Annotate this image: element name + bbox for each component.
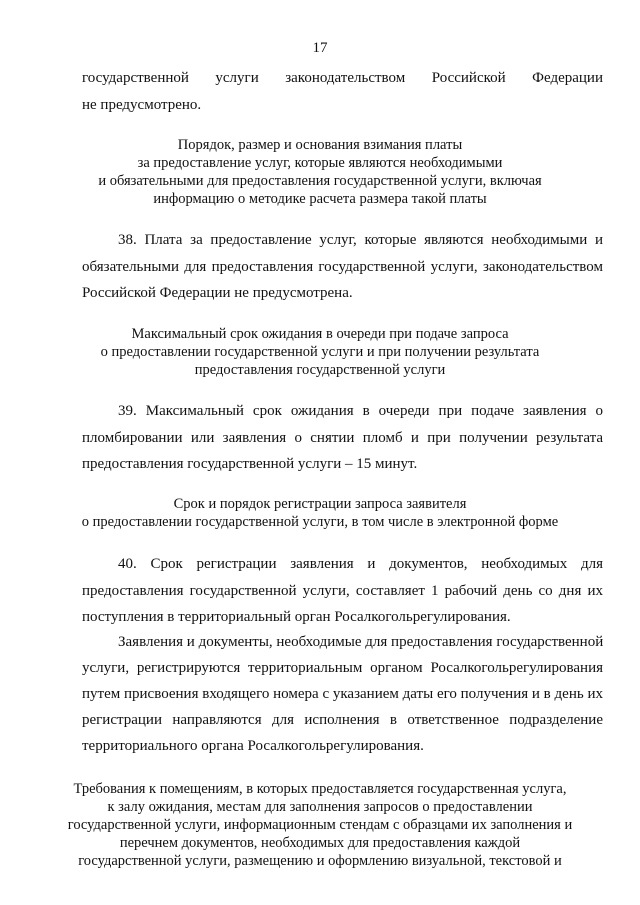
section-heading-line: Порядок, размер и основания взимания платы (177, 137, 463, 153)
section-heading-line: государственной услуги, информационным стендам с образцами их заполнения и (67, 817, 573, 833)
paragraph-line: 39. Максимальный срок ожидания в очереди при подаче заявления о (118, 403, 603, 419)
paragraph-line: предоставления государственной услуги – 15 минут. (82, 456, 418, 472)
paragraph-line: 38. Плата за предоставление услуг, которые являются необходимыми и (118, 232, 603, 248)
section-heading-line: государственной услуги, размещению и оформлению визуальной, текстовой и (78, 853, 562, 869)
paragraph-line: территориального органа Росалкогольрегулирования. (82, 738, 424, 754)
paragraph-line: путем присвоения входящего номера с указанием даты его получения и в день их (82, 686, 603, 702)
paragraph-line: 40. Срок регистрации заявления и документов, необходимых для (118, 556, 603, 572)
paragraph-line: пломбировании или заявления о снятии пломб и при получении результата (82, 430, 603, 446)
paragraph-line: предоставления государственной услуги, составляет 1 рабочий день со дня их (82, 583, 603, 599)
paragraph-line: обязательными для предоставления государственной услуги, законодательством (82, 259, 603, 275)
paragraph-line: Заявления и документы, необходимые для предоставления государственной (118, 634, 604, 650)
section-heading-line: Максимальный срок ожидания в очереди при подаче запроса (131, 326, 509, 342)
paragraph-line: поступления в территориальный орган Росалкогольрегулирования. (82, 609, 511, 625)
section-heading-line: о предоставлении государственной услуги и при получении результата (100, 344, 540, 360)
section-heading-line: Требования к помещениям, в которых предоставляется государственная услуга, (73, 781, 567, 797)
paragraph-line: не предусмотрено. (82, 97, 202, 113)
paragraph-line: Российской Федерации не предусмотрена. (82, 285, 353, 301)
section-heading-line: к залу ожидания, местам для заполнения запросов о предоставлении (107, 799, 533, 815)
section-heading-line: и обязательными для предоставления государственной услуги, включая (98, 173, 542, 189)
page-number: 17 (312, 40, 328, 56)
paragraph-line: услуги, регистрируются территориальным органом Росалкогольрегулирования (82, 660, 603, 676)
paragraph-line: государственной услуги законодательством Российской Федерации (82, 70, 603, 86)
section-heading-line: о предоставлении государственной услуги, в том числе в электронной форме (81, 514, 559, 530)
section-heading-line: перечнем документов, необходимых для предоставления каждой (119, 835, 521, 851)
section-heading-line: Срок и порядок регистрации запроса заявителя (173, 496, 467, 512)
paragraph-line: регистрации направляются для исполнения в ответственное подразделение (82, 712, 603, 728)
section-heading-line: предоставления государственной услуги (194, 362, 446, 378)
section-heading-line: информацию о методике расчета размера такой платы (153, 191, 487, 207)
section-heading-line: за предоставление услуг, которые являются необходимыми (137, 155, 503, 171)
